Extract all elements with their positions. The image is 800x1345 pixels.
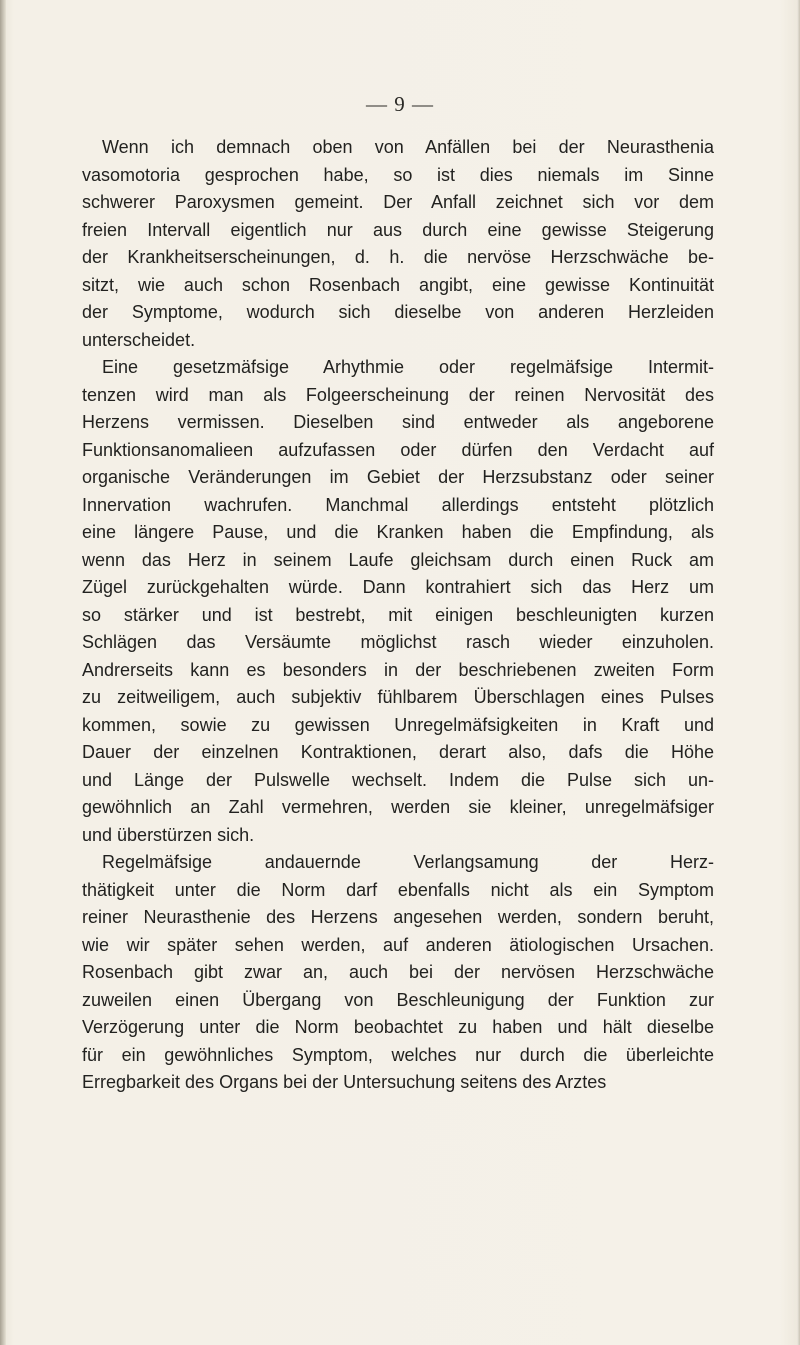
text-line: organische Veränderungen im Gebiet der Herzsubstanz oder seiner <box>82 467 714 487</box>
text-line: der Symptome, wodurch sich dieselbe von anderen Herzleiden <box>82 302 714 322</box>
text-line: wie wir später sehen werden, auf anderen ätiologischen Ursachen. <box>82 934 714 955</box>
text-line: reiner Neurasthenie des Herzens angesehen werden, sondern beruht, <box>82 907 714 927</box>
text-line: Innervation wachrufen. Manchmal allerdings entsteht plötzlich <box>82 494 714 515</box>
text-line: zu zeitweiligem, auch subjektiv fühlbarem Überschlagen eines Pulses <box>82 687 714 707</box>
text-line: Verzögerung unter die Norm beobachtet zu haben und hält dieselbe <box>82 1017 714 1037</box>
text-line: freien Intervall eigentlich nur aus durch eine gewisse Steigerung <box>82 219 714 240</box>
text-line: Erregbarkeit des Organs bei der Untersuchung seitens des Arztes <box>82 1072 607 1092</box>
page-number: — 9 — <box>366 92 434 116</box>
text-line: so stärker und ist bestrebt, mit einigen beschleunigten kurzen <box>82 604 714 625</box>
text-line: sitzt, wie auch schon Rosenbach angibt, eine gewisse Kontinuität <box>82 274 714 295</box>
text-line: und Länge der Pulswelle wechselt. Indem die Pulse sich un- <box>82 769 714 790</box>
text-line: thätigkeit unter die Norm darf ebenfalls nicht als ein Symptom <box>82 879 714 900</box>
text-line: Andrerseits kann es besonders in der beschriebenen zweiten Form <box>82 659 714 680</box>
text-line: schwerer Paroxysmen gemeint. Der Anfall zeichnet sich vor dem <box>82 192 714 212</box>
text-line: gewöhnlich an Zahl vermehren, werden sie kleiner, unregelmäfsiger <box>82 797 714 817</box>
text-line: eine längere Pause, und die Kranken haben die Empfindung, als <box>82 522 714 542</box>
text-line: vasomotoria gesprochen habe, so ist dies niemals im Sinne <box>82 164 714 185</box>
text-line: und überstürzen sich. <box>82 824 255 845</box>
text-line: kommen, sowie zu gewissen Unregelmäfsigkeiten in Kraft und <box>82 714 714 735</box>
text-line: Eine gesetzmäfsige Arhythmie oder regelmäfsige Intermit- <box>102 357 714 377</box>
text-line: Rosenbach gibt zwar an, auch bei der nervösen Herzschwäche <box>82 962 714 982</box>
text-line: Herzens vermissen. Dieselben sind entweder als angeborene <box>82 412 714 432</box>
text-line: wenn das Herz in seinem Laufe gleichsam durch einen Ruck am <box>82 549 714 570</box>
text-line: unterscheidet. <box>82 329 196 350</box>
text-line: Zügel zurückgehalten würde. Dann kontrahiert sich das Herz um <box>82 577 714 597</box>
text-line: Funktionsanomalieen aufzufassen oder dürfen den Verdacht auf <box>82 439 714 460</box>
body-text <box>82 134 714 1097</box>
page-binding-edge <box>0 0 6 1345</box>
text-line: zuweilen einen Übergang von Beschleunigung der Funktion zur <box>82 989 714 1010</box>
text-line: für ein gewöhnliches Symptom, welches nur durch die überleichte <box>82 1044 714 1065</box>
text-line: der Krankheitserscheinungen, d. h. die nervöse Herzschwäche be- <box>82 247 714 267</box>
text-line: Schlägen das Versäumte möglichst rasch wieder einzuholen. <box>82 632 714 652</box>
text-line: Wenn ich demnach oben von Anfällen bei der Neurasthenia <box>102 137 714 157</box>
text-line: Dauer der einzelnen Kontraktionen, derart also, dafs die Höhe <box>82 742 714 762</box>
text-line: Regelmäfsige andauernde Verlangsamung der Herz- <box>102 852 714 872</box>
text-line: tenzen wird man als Folgeerscheinung der reinen Nervosität des <box>82 384 714 405</box>
